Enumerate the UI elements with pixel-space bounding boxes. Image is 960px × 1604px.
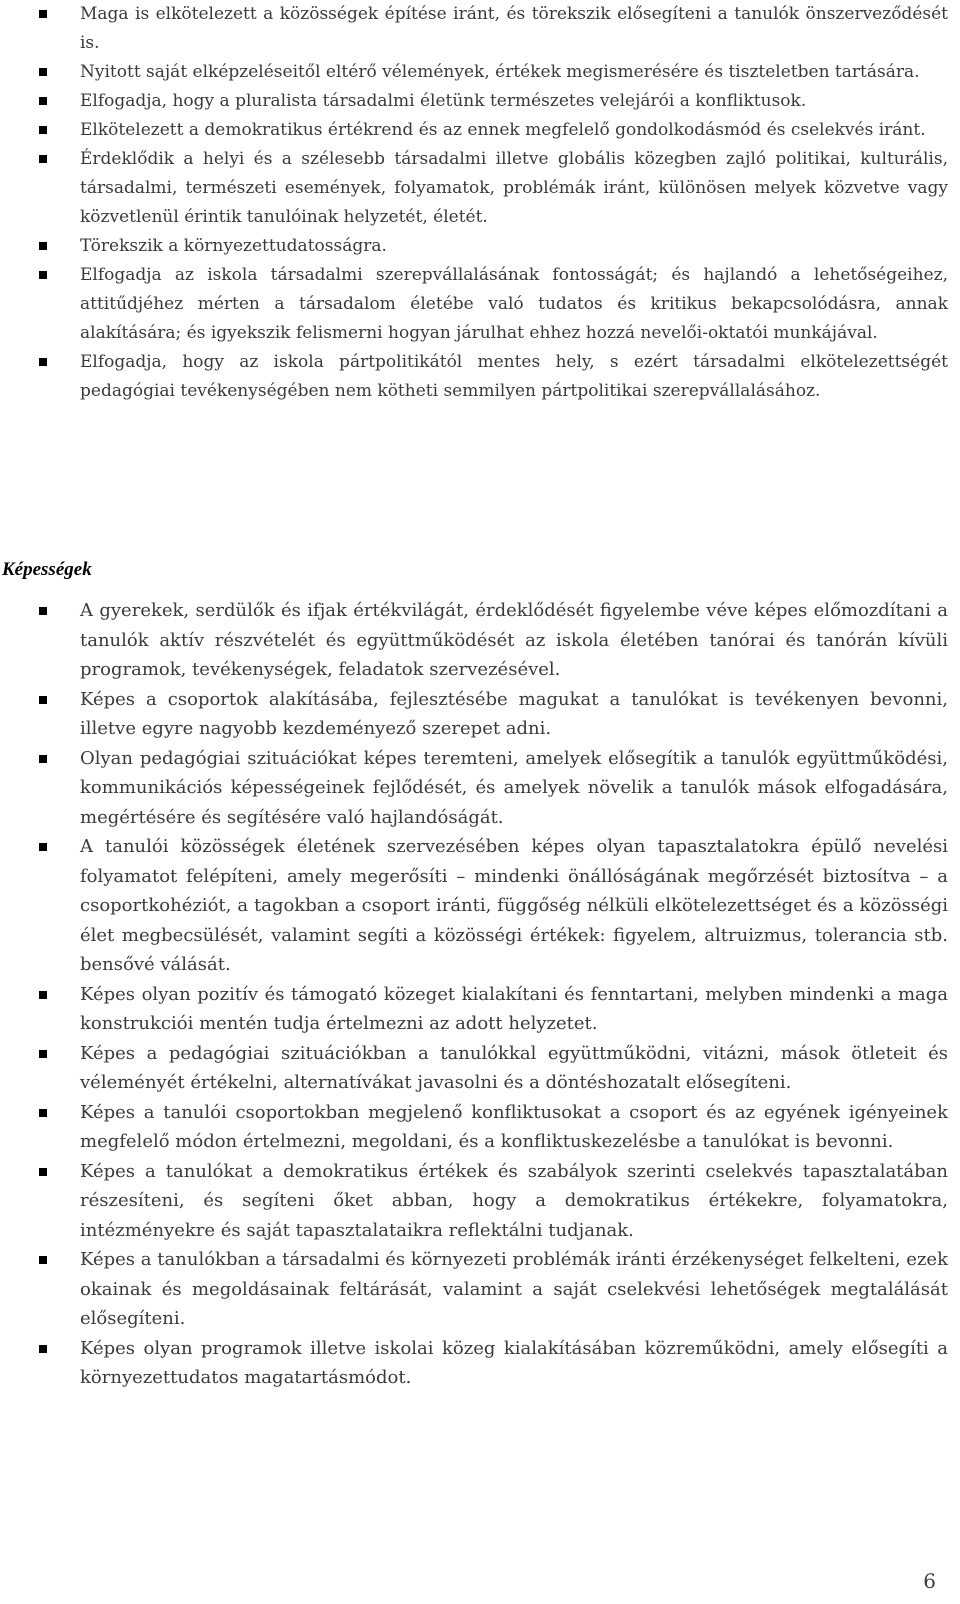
list-item: [80, 145, 948, 232]
square-bullet-icon: [39, 271, 47, 279]
square-bullet-icon: [39, 126, 47, 134]
square-bullet-icon: [39, 1168, 47, 1176]
list-item-text: Érdeklődik a helyi és a szélesebb társadalmi illetve globális közegben zajló politikai, kulturális, társadalmi, természeti események, folyamatok, problémák iránt, különösen melyek közvetve vagy közvetlenül érintik tanulóinak helyzetét, életét.: [80, 149, 948, 227]
square-bullet-icon: [39, 242, 47, 250]
list-item-text: Nyitott saját elképzeléseitől eltérő vélemények, értékek megismerésére és tiszteletben tartására.: [80, 62, 920, 82]
list-item-text: Törekszik a környezettudatosságra.: [80, 236, 387, 256]
square-bullet-icon: [39, 755, 47, 763]
page-number: 6: [923, 1569, 936, 1593]
list-item-text: A gyerekek, serdülők és ifjak értékvilágát, érdeklődését figyelembe véve képes előmozdítani a tanulók aktív részvételét és együttműködését az iskola életében tanórai és tanórán kívüli programok, tevékenységek, feladatok szervezésével.: [80, 600, 948, 680]
square-bullet-icon: [39, 358, 47, 366]
square-bullet-icon: [39, 68, 47, 76]
list-item-text: Elfogadja, hogy az iskola pártpolitikától mentes hely, s ezért társadalmi elkötelezettségét pedagógiai tevékenységében nem kötheti semmilyen pártpolitikai szerepvállalásához.: [80, 352, 948, 401]
square-bullet-icon: [39, 1256, 47, 1264]
list-item: [80, 744, 948, 833]
list-item-text: Elfogadja az iskola társadalmi szerepvállalásának fontosságát; és hajlandó a lehetőségeihez, attitűdjéhez mérten a társadalom életébe való tudatos és kritikus bekapcsolódásra, annak alakítására; és igyekszik felismerni hogyan járulhat ehhez hozzá nevelői-oktatói munkájával.: [80, 265, 948, 343]
list-item: [80, 1098, 948, 1157]
square-bullet-icon: [39, 1345, 47, 1353]
list-item-text: Képes olyan programok illetve iskolai közeg kialakításában közreműködni, amely elősegíti a környezettudatos magatartásmódot.: [80, 1337, 948, 1388]
list-item-text: Maga is elkötelezett a közösségek építése iránt, és törekszik elősegíteni a tanulók önszerveződését is.: [80, 4, 948, 53]
list-item: [80, 685, 948, 744]
list-item-text: Képes a csoportok alakításába, fejlesztésébe magukat a tanulókat is tevékenyen bevonni, illetve egyre nagyobb kezdeményező szerepet adni.: [80, 688, 948, 739]
list-item: [80, 980, 948, 1039]
square-bullet-icon: [39, 696, 47, 704]
list-item: [80, 0, 948, 58]
square-bullet-icon: [39, 155, 47, 163]
list-item-text: Képes a pedagógiai szituációkban a tanulókkal együttműködni, vitázni, mások ötleteit és véleményét értékelni, alternatívákat javasolni és a döntéshozatalt elősegíteni.: [80, 1042, 948, 1093]
list-item: [80, 261, 948, 348]
list-item-text: Elfogadja, hogy a pluralista társadalmi életünk természetes velejárói a konfliktusok.: [80, 91, 807, 111]
list-item: [80, 1157, 948, 1246]
list-item: [80, 1334, 948, 1393]
list-item-text: Elkötelezett a demokratikus értékrend és az ennek megfelelő gondolkodásmód és cselekvés iránt.: [80, 120, 926, 140]
list-item: [80, 1245, 948, 1334]
square-bullet-icon: [39, 607, 47, 615]
list-item: [80, 58, 948, 87]
list-item: [80, 596, 948, 685]
attitudes-list: [80, 0, 948, 406]
list-item: [80, 232, 948, 261]
list-item-text: A tanulói közösségek életének szervezésében képes olyan tapasztalatokra épülő nevelési folyamatot felépíteni, amely megerősíti – mindenki önállóságának megőrzését biztosítva – a csoportkohéziót, a tagokban a csoport iránti, függőség nélküli elkötelezettséget és a közösségi élet megbecsülését, valamint segíti a közösségi értékek: figyelem, altruizmus, tolerancia stb. bensővé válását.: [80, 836, 948, 975]
square-bullet-icon: [39, 10, 47, 18]
list-item: [80, 1039, 948, 1098]
list-item-text: Képes olyan pozitív és támogató közeget kialakítani és fenntartani, melyben mindenki a maga konstrukciói mentén tudja értelmezni az adott helyzetet.: [80, 983, 948, 1034]
square-bullet-icon: [39, 1050, 47, 1058]
list-item: [80, 348, 948, 406]
section-heading: Képességek: [2, 559, 92, 580]
list-item: [80, 116, 948, 145]
list-item-text: Képes a tanulói csoportokban megjelenő konfliktusokat a csoport és az egyének igényeinek megfelelő módon értelmezni, megoldani, és a konfliktuskezelésbe a tanulókat is bevonni.: [80, 1101, 948, 1152]
square-bullet-icon: [39, 97, 47, 105]
list-item-text: Képes a tanulókat a demokratikus értékek és szabályok szerinti cselekvés tapasztalatában részesíteni, és segíteni őket abban, hogy a demokratikus értékekre, folyamatokra, intézményekre és saját tapasztalataikra reflektálni tudjanak.: [80, 1160, 948, 1241]
list-item-text: Képes a tanulókban a társadalmi és környezeti problémák iránti érzékenységet felkelteni, ezek okainak és megoldásainak feltárását, valamint a saját cselekvési lehetőségek megtalálását elősegíteni.: [80, 1249, 948, 1329]
list-item: [80, 87, 948, 116]
square-bullet-icon: [39, 1109, 47, 1117]
list-item-text: Olyan pedagógiai szituációkat képes teremteni, amelyek elősegítik a tanulók együttműködési, kommunikációs képességeinek fejlődését, és amelyek növelik a tanulók mások elfogadására, megértésére és segítésére való hajlandóságát.: [80, 747, 948, 828]
skills-list: [80, 596, 948, 1393]
square-bullet-icon: [39, 843, 47, 851]
list-item: [80, 832, 948, 980]
square-bullet-icon: [39, 991, 47, 999]
